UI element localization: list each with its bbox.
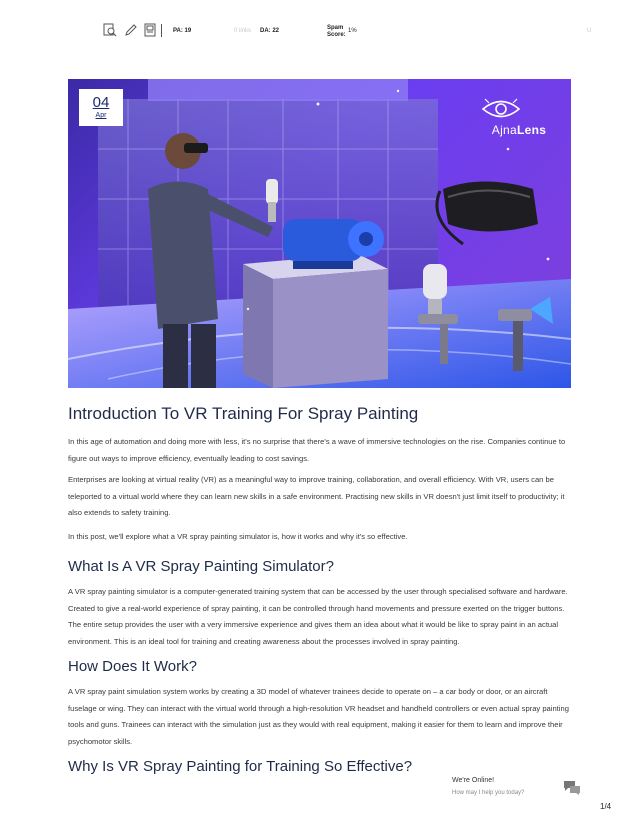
page-number: 1/4 [600,802,612,811]
domain-authority-label: DA: 22 [260,28,280,34]
what-paragraph: A VR spray painting simulator is a computer-generated training system that can be accessed by the user through specialised software and hardware. Created to give a real-world experience of spray painting, it can be controlled through hand movements and pressure exerted on the trigger buttons. The entire setup provides the user with a very immersive experience and gives them an idea about what it would be like to spray paint in an actual environment. This is an ideal tool for training and creating awareness about the processes involved in spray painting. [68,587,568,646]
chat-subtitle[interactable]: How may I help you today? [452,790,525,796]
eye-logo-icon [481,98,521,120]
post-date-day[interactable]: 04 [92,94,110,111]
brand-name-prefix: Ajna [491,123,517,137]
chat-title[interactable]: We're Online! [452,777,495,784]
how-paragraph: A VR spray paint simulation system works by creating a 3D model of whatever trainees decide to operate on – a car body or door, or an aircraft fuselage or wing. They can interact with the virtual world through a high-resolution VR headset and handheld controllers or even actual spray painting tools and guns. Trainees can interact with the simulation just as they would with real equipment, making it easier for them to learn and improve their psychomotor skills. [68,687,569,746]
page-search-icon[interactable] [103,23,117,37]
pencil-icon[interactable] [124,23,138,37]
toolbar-right-indicator[interactable]: U [587,28,592,34]
brand-name-suffix: Lens [517,123,547,137]
intro-paragraph-1: In this age of automation and doing more with less, it's no surprise that there's a wave of immersive technologies on the rise. Companies continue to figure out ways to improve efficiency, eventually leading to cost savings. [68,437,566,463]
page-authority-label: PA: 19 [173,28,192,34]
post-date-badge[interactable] [79,89,123,126]
spam-score-label [327,25,346,39]
highlight-icon[interactable] [144,23,158,37]
chat-widget[interactable] [452,777,602,807]
spam-label-line2: Score: [327,32,346,38]
intro-paragraph-2: Enterprises are looking at virtual reality (VR) as a meaningful way to improve training, collaboration, and overall efficiency. With VR, users can be teleported to a virtual world where they can learn new skills in a safe environment. Practising new skills in VR doesn't just limit itself to productivity; it also extends to safety training. [68,475,565,517]
seo-toolbar [0,0,638,52]
section-heading-why: Why Is VR Spray Painting for Training So Effective? [68,758,413,775]
section-heading-how: How Does It Work? [68,658,197,675]
hero-image [68,79,571,388]
post-date-month[interactable]: Apr [95,112,107,119]
toolbar-divider [161,24,162,37]
vr-headset-on-person [184,143,208,153]
section-heading-what: What Is A VR Spray Painting Simulator? [68,558,334,575]
links-count-label[interactable]: 0 links [234,28,252,34]
spam-label-line1: Spam [327,25,344,31]
article-title: Introduction To VR Training For Spray Painting [68,404,419,423]
intro-paragraph-3: In this post, we'll explore what a VR spray painting simulator is, how it works and why it's so effective. [68,532,408,541]
spam-score-value: 1% [348,28,357,34]
brand-logo [481,98,557,137]
chat-bubbles-icon[interactable] [563,780,581,796]
